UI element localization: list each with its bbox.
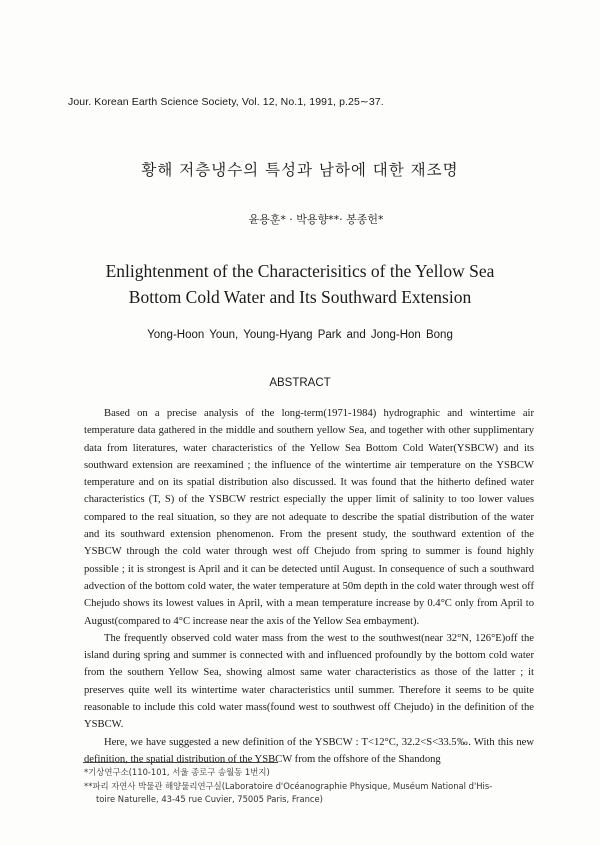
journal-citation: Jour. Korean Earth Science Society, Vol. 12, No.1, 1991, p.25∼37. <box>68 96 384 108</box>
abstract-paragraph-2: The frequently observed cold water mass from the west to the southwest(near 32°N, 126°E)off the island during spring and summer is connected with and influenced profoundly by the bottom cold water from the southern Yellow Sea, showing almost same water characteristics as those of the latter ; it preserves quite well its wintertime water characteristics until summer. Therefore it seems to be quite reasonable to include this cold water mass(found west to southwest off Chejudo) in the definition of the YSBCW. <box>84 632 534 731</box>
abstract-heading: ABSTRACT <box>269 377 331 389</box>
english-title <box>0 258 600 310</box>
english-authors: Yong-Hoon Youn, Young-Hyang Park and Jong-Hon Bong <box>147 329 453 341</box>
footnote-1: *기상연구소(110-101, 서울 종로구 송월동 1번지) <box>84 767 270 777</box>
footnotes <box>84 766 539 807</box>
english-title-line1: Enlightenment of the Characterisitics of the Yellow Sea <box>105 261 495 281</box>
footnote-2: **파리 자연사 박물관 해양물리연구실(Laboratoire d'Océanographie Physique, Muséum National d'His- <box>84 780 493 791</box>
abstract-paragraph-1: Based on a precise analysis of the long-term(1971-1984) hydrographic and wintertime air temperature data gathered in the middle and southern yellow Sea, and together with other supplimentary data from literatures, water characteristics of the Yellow Sea Bottom Cold Water(YSBCW) and its southward extension are reexamined ; the influence of the wintertime air temperature on the YSBCW temperature and on its spatial distribution also discussed. It was found that the hitherto defined water characteristics (T, S) of the YSBCW restrict especially the upper limit of salinity to too lower values compared to the real situation, so they are not adequate to describe the spatial distribution of the water and its southward extension phenomenon. From the present study, the southward extention of the YSBCW through the cold water through west off Chejudo from spring to summer is found highly possible ; it is strongest is April and it can be detected until August. In consequence of such a southward advection of the bottom cold water, the water temperature at 50m depth in the cold water through west off Chejudo shows its lowest values in April, with a mean temperature increase by 0.4°C only from April to August(compared to 4°C increase near the axis of the Yellow Sea embayment). <box>84 408 534 627</box>
korean-title: 황해 저층냉수의 특성과 남하에 대한 재조명 <box>141 161 459 179</box>
abstract-body <box>84 405 534 768</box>
footnote-2-continued: toire Naturelle, 43-45 rue Cuvier, 75005 Paris, France) <box>96 794 323 804</box>
english-title-line2: Bottom Cold Water and Its Southward Extension <box>128 287 472 307</box>
abstract-paragraph-3: Here, we have suggested a new definition of the YSBCW : T<12°C, 32.2<S<33.5‰. With this new definition, the spatial distribution of the YSBCW from the offshore of the Shandong <box>84 736 534 765</box>
korean-authors: 윤용훈* · 박용향**· 봉종헌* <box>248 213 384 226</box>
footnote-rule <box>83 762 278 763</box>
